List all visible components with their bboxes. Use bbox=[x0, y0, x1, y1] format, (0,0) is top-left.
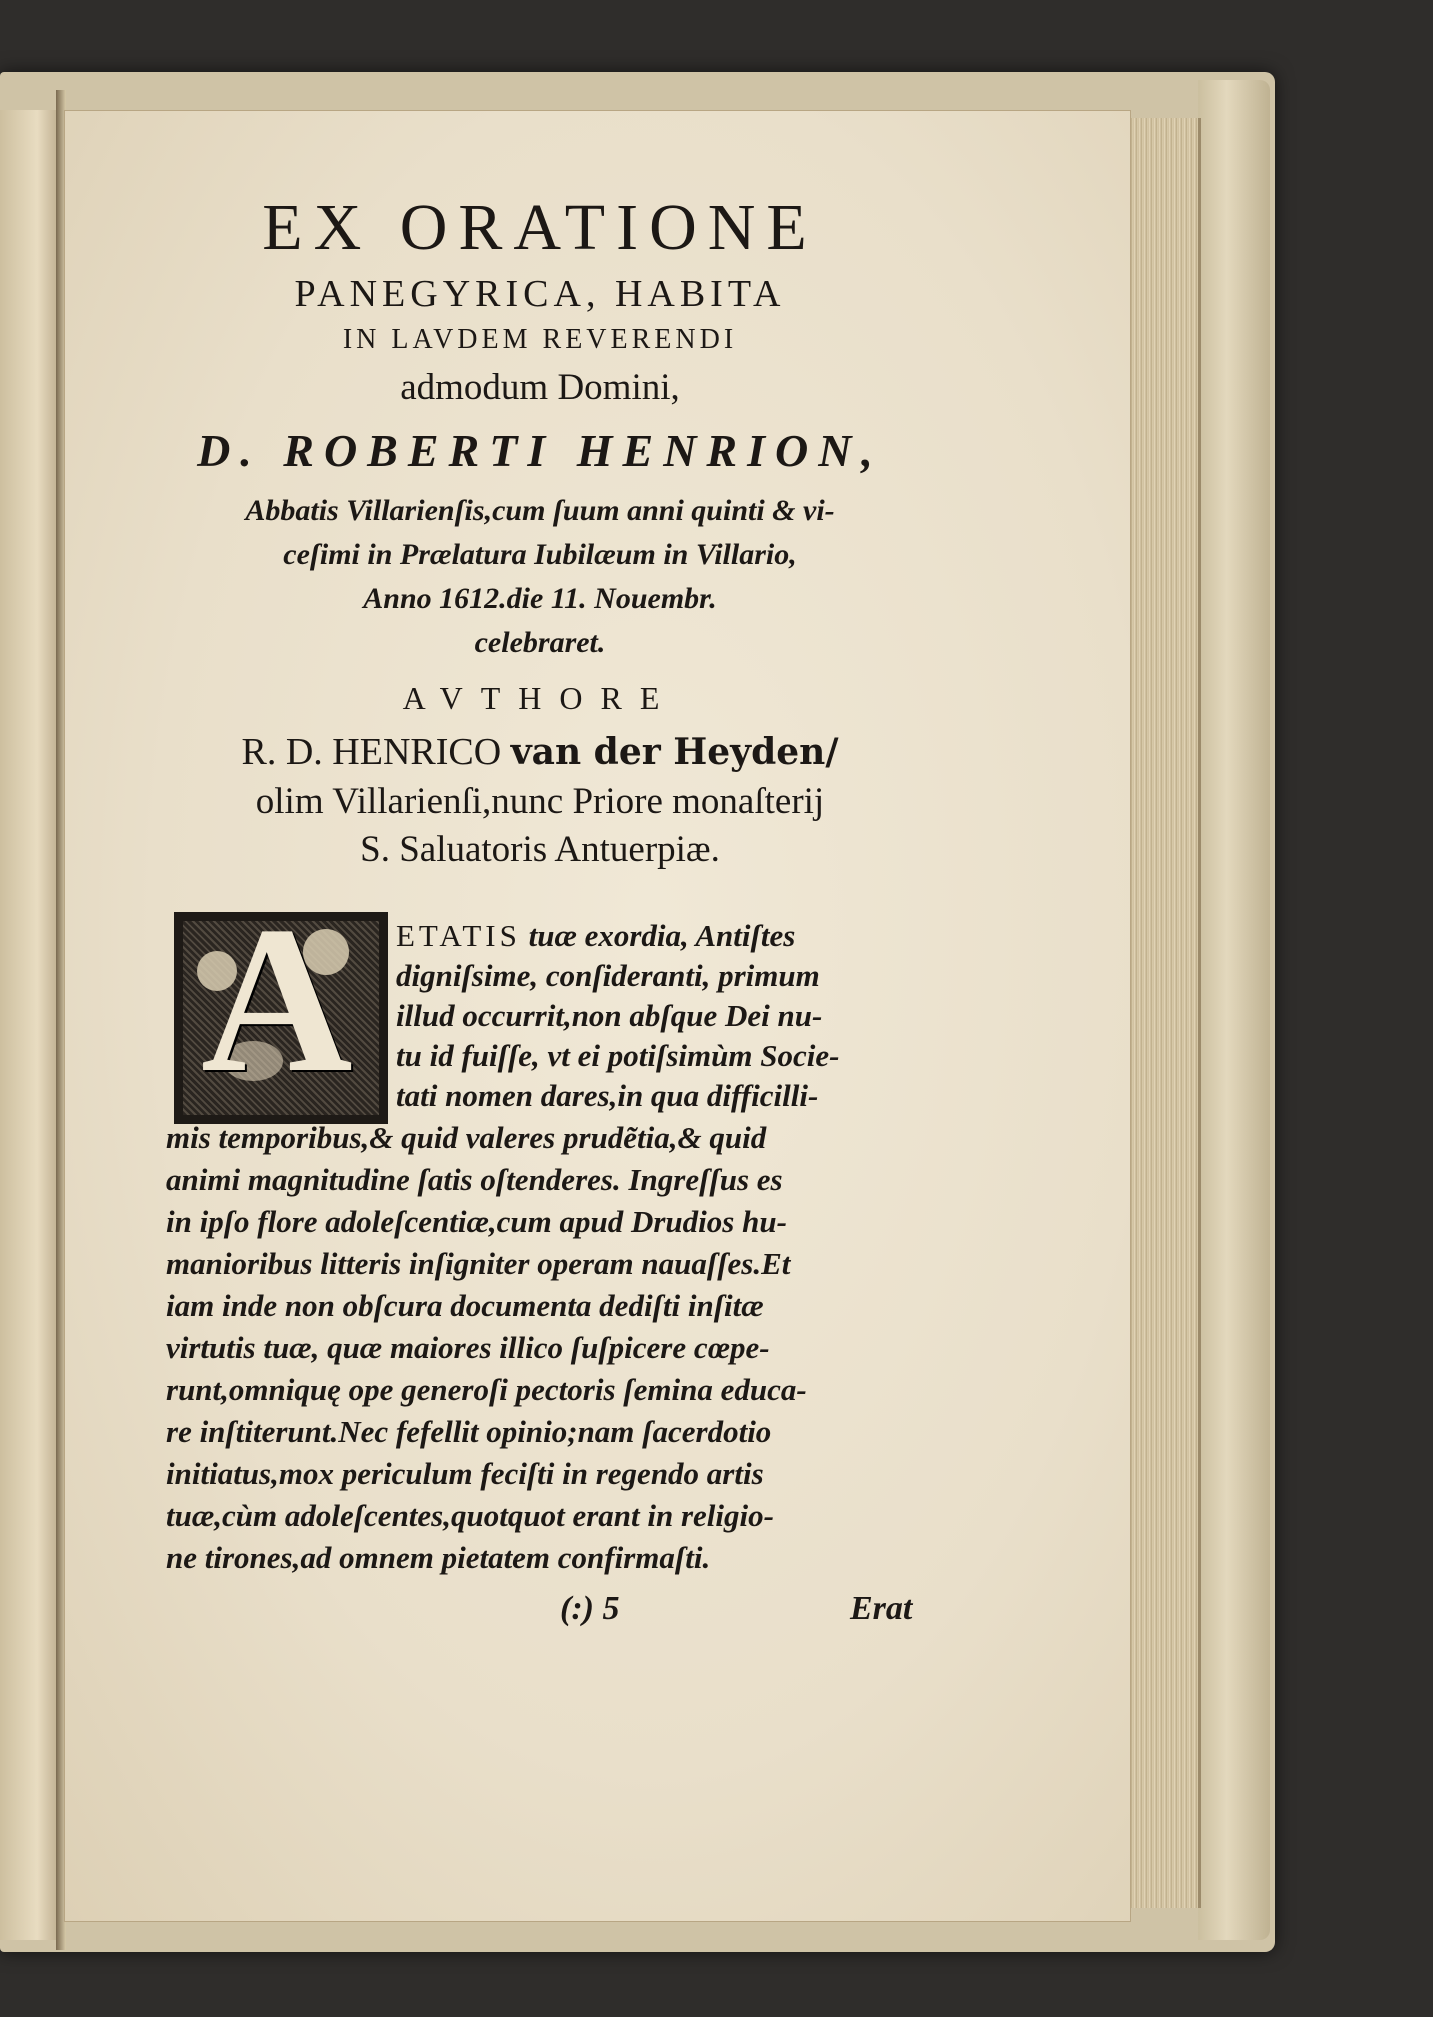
body-line: illud occurrit,non abſque Dei nu- bbox=[396, 998, 823, 1033]
title-line-7: ceſimi in Prælatura Iubilæum in Villario, bbox=[283, 538, 797, 571]
title-line-9: celebraret. bbox=[474, 626, 606, 659]
title-line-3: IN LAVDEM REVERENDI bbox=[342, 324, 738, 355]
body-line: virtutis tuæ, quæ maiores illico ſuſpicere cœpe- bbox=[166, 1330, 770, 1365]
body-line: runt,omniquę ope generoſi pectoris ſemina educa- bbox=[166, 1372, 807, 1407]
body-line: iam inde non obſcura documenta dediſti inſitæ bbox=[166, 1288, 764, 1323]
body-line: tu id fuiſſe, vt ei potiſsimùm Socie- bbox=[396, 1038, 840, 1073]
author-line-2: olim Villarienſi,nunc Priore monaſterij bbox=[255, 781, 825, 822]
title-line-6: Abbatis Villarienſis,cum ſuum anni quinti & vi- bbox=[245, 494, 835, 527]
catchword: Erat bbox=[850, 1590, 913, 1627]
author-name-roman: R. D. HENRICO bbox=[241, 731, 502, 773]
body-line: in ipſo flore adoleſcentiæ,cum apud Drudios hu- bbox=[166, 1204, 787, 1239]
left-page-edge bbox=[0, 110, 64, 1940]
page-edges bbox=[1128, 118, 1201, 1908]
lead-caps: ETATIS bbox=[396, 918, 521, 953]
body-line: tuæ,cùm adoleſcentes,quotquot erant in religio- bbox=[166, 1498, 774, 1533]
body-line-1 bbox=[396, 918, 795, 954]
body-line: mis temporibus,& quid valeres prudẽtia,& quid bbox=[166, 1120, 767, 1155]
body-line: manioribus litteris inſigniter operam nauaſſes.Et bbox=[166, 1246, 791, 1281]
signature-mark: (:) 5 bbox=[560, 1590, 620, 1627]
body-line: animi magnitudine ſatis oſtenderes. Ingreſſus es bbox=[166, 1162, 783, 1197]
body-line: initiatus,mox periculum feciſti in regendo artis bbox=[166, 1456, 764, 1491]
body-line: re inſtiterunt.Nec fefellit opinio;nam ſacerdotio bbox=[166, 1414, 772, 1449]
title-name: D. ROBERTI HENRION, bbox=[197, 425, 883, 476]
body-line-text: tuæ exordia, Antiſtes bbox=[528, 918, 796, 953]
body-line: tati nomen dares,in qua difficilli- bbox=[396, 1078, 819, 1113]
body-line: ne tirones,ad omnem pietatem confirmaſti. bbox=[166, 1540, 711, 1575]
title-line-8: Anno 1612.die 11. Nouembr. bbox=[363, 582, 717, 615]
title-line-2: PANEGYRICA, HABITA bbox=[294, 273, 786, 315]
author-name-blackletter: van der Heyden/ bbox=[510, 731, 839, 773]
author-line-3: S. Saluatoris Antuerpiæ. bbox=[360, 829, 720, 870]
title-line-4: admodum Domini, bbox=[400, 367, 680, 408]
author-name bbox=[150, 730, 930, 774]
book-cover-edge bbox=[1198, 80, 1270, 1940]
title-line-1: EX ORATIONE bbox=[262, 191, 818, 264]
decorated-initial bbox=[174, 912, 388, 1124]
author-label: AVTHORE bbox=[402, 680, 678, 716]
initial-letter: A bbox=[201, 921, 353, 1115]
body-line: digniſsime, conſideranti, primum bbox=[396, 958, 820, 993]
initial-woodcut bbox=[183, 921, 379, 1115]
